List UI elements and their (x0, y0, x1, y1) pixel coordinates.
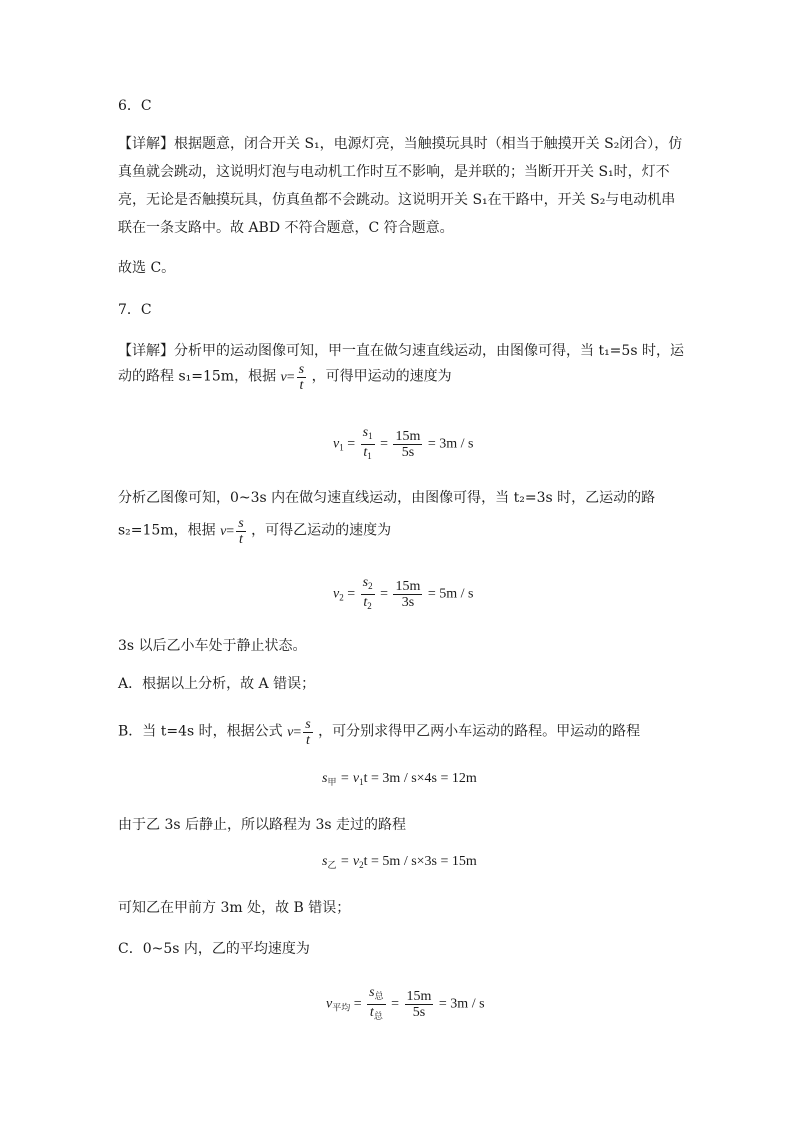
q7-analysis-line-4: s₂=15m，根据 v= $\frac{s}{t}$ ，可得乙运动的速度为 (118, 516, 392, 547)
q6-number: 6．C (118, 98, 152, 114)
q6-analysis-line-2: 真鱼就会跳动，这说明灯泡与电动机工作时互不影响，是并联的；当断开开关 S₁时，灯不 (118, 164, 670, 180)
formula-s-yi: $s_乙 = v_2t = 5m / s\times 3s = 15m$ (322, 854, 477, 870)
formula-v-s-over-t-2: v= $\frac{s}{t}$ (220, 516, 244, 547)
q7-analysis-line-3: 分析乙图像可知，0~3s 内在做匀速直线运动，由图像可得，当 t₂=3s 时，乙运动的路 (118, 490, 656, 506)
formula-v-s-over-t-3: v= $\frac{s}{t}$ (287, 717, 311, 748)
q6-analysis-line-3: 亮，无论是否触摸玩具，仿真鱼都不会跳动。这说明开关 S₁在干路中，开关 S₂与电动机串 (118, 192, 676, 208)
q6-analysis-line-4: 联在一条支路中。故 ABD 不符合题意，C 符合题意。 (118, 220, 454, 236)
formula-v1: $v_1$ = $\frac{s_1}{t_1}$ = $\frac{15m}{5s}$ = 3m / s (333, 425, 474, 461)
q7-option-b-line-3: 可知乙在甲前方 3m 处，故 B 错误； (118, 900, 351, 916)
q7-option-c-line-1: C．0~5s 内，乙的平均速度为 (118, 941, 310, 957)
q7-number: 7．C (118, 302, 152, 318)
formula-v-avg: $v_{平均}$ = $\frac{s_总}{t_总}$ = $\frac{15m}{5s}$ = 3m / s (326, 985, 485, 1021)
q7-analysis-line-2: 动的路程 s₁=15m，根据 v= $\frac{s}{t}$ ，可得甲运动的速度为 (118, 362, 452, 393)
q7-option-b-line-2: 由于乙 3s 后静止，所以路程为 3s 走过的路程 (118, 817, 406, 833)
formula-s-jia: $s_甲 = v_1t = 3m / s\times 4s = 12m$ (322, 771, 477, 787)
q6-analysis-line-1: 【详解】根据题意，闭合开关 S₁，电源灯亮，当触摸玩具时（相当于触摸开关 S₂闭合），仿 (118, 136, 683, 152)
q7-analysis-line-1: 【详解】分析甲的运动图像可知，甲一直在做匀速直线运动，由图像可得，当 t₁=5s 时，运 (118, 343, 684, 359)
q7-option-b-line-1: B．当 t=4s 时，根据公式 v= $\frac{s}{t}$ ，可分别求得甲乙两小车运动的路程。甲运动的路程 (118, 717, 641, 748)
q7-option-a: A．根据以上分析，故 A 错误； (118, 676, 316, 692)
formula-v2: $v_2$ = $\frac{s_2}{t_2}$ = $\frac{15m}{3s}$ = 5m / s (333, 575, 474, 611)
formula-v-s-over-t-1: v= $\frac{s}{t}$ (280, 362, 305, 393)
q6-answer: 故选 C。 (118, 260, 176, 276)
q7-static-line: 3s 以后乙小车处于静止状态。 (118, 638, 307, 654)
